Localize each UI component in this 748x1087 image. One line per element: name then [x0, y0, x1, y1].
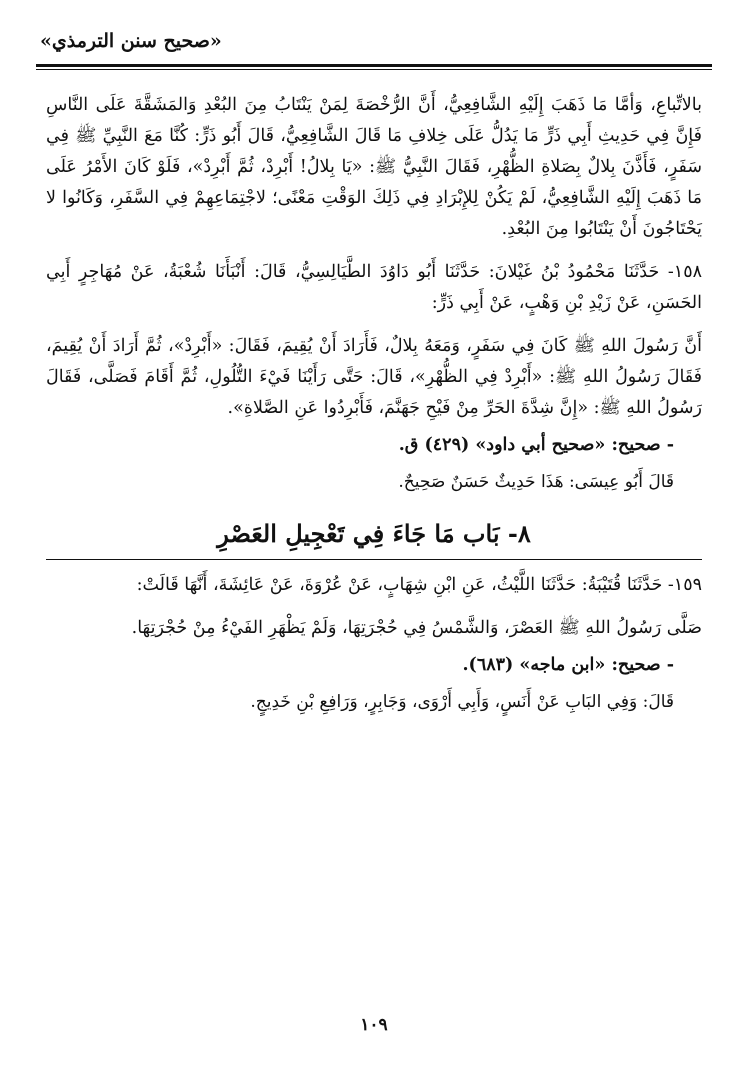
- header-rule-thin: [36, 69, 712, 70]
- hadith-158-isnad: ١٥٨- حَدَّثَنَا مَحْمُودُ بْنُ غَيْلانَ: حَدَّثَنَا أَبُو دَاوُدَ الطَّيَالِسِيُّ، قَالَ: أَنْبَأَنَا شُعْبَةُ، عَنْ مُهَاجِرٍ أَبِي الحَسَنِ، عَنْ زَيْدِ بْنِ وَهْبٍ، عَنْ أَبِي ذَرٍّ:: [46, 262, 702, 313]
- hadith-158-text: أَنَّ رَسُولَ اللهِ ﷺ كَانَ فِي سَفَرٍ، وَمَعَهُ بِلالٌ، فَأَرَادَ أَنْ يُقِيمَ، فَقَالَ: «أَبْرِدْ»، ثُمَّ أَرَادَ أَنْ يُقِيمَ، فَقَالَ رَسُولُ اللهِ ﷺ: «أَبْرِدْ فِي الظُّهْرِ»، قَالَ: حَتَّى رَأَيْنَا فَيْءَ التُّلُولِ، ثُمَّ أَقَامَ فَصَلَّى، فَقَالَ رَسُولُ اللهِ ﷺ: «إِنَّ شِدَّةَ الحَرِّ مِنْ فَيْحِ جَهَنَّمَ، فَأَبْرِدُوا عَنِ الصَّلاةِ».: [46, 336, 702, 418]
- hadith-159-text: صَلَّى رَسُولُ اللهِ ﷺ العَصْرَ، وَالشَّمْسُ فِي حُجْرَتِهَا، وَلَمْ يَظْهَرِ الفَيْءُ مِنْ حُجْرَتِهَا.: [131, 618, 702, 638]
- hadith-159-isnad: ١٥٩- حَدَّثَنَا قُتَيْبَةُ: حَدَّثَنَا اللَّيْثُ، عَنِ ابْنِ شِهَابٍ، عَنْ عُرْوَةَ، عَنْ عَائِشَةَ، أَنَّهَا قَالَتْ:: [136, 575, 702, 595]
- chapter-rule: [46, 559, 702, 560]
- hadith-158-note: قَالَ أَبُو عِيسَى: هَذَا حَدِيثٌ حَسَنٌ صَحِيحٌ.: [398, 472, 674, 492]
- hadith-159-ruling: - صحيح: «ابن ماجه» (٦٨٣).: [462, 655, 674, 675]
- running-header-title: «صحيح سنن الترمذي»: [40, 30, 222, 52]
- page-number: ١٠٩: [360, 1015, 388, 1035]
- chapter-heading: ٨- بَاب مَا جَاءَ فِي تَعْجِيلِ العَصْرِ: [217, 519, 531, 548]
- header-rule-thick: [36, 64, 712, 67]
- page-content: [46, 90, 702, 724]
- hadith-158-ruling: - صحيح: «صحيح أبي داود» (٤٢٩) ق.: [398, 435, 674, 455]
- hadith-159-note: قَالَ: وَفِي البَابِ عَنْ أَنَسٍ، وَأَبِي أَرْوَى، وَجَابِرٍ، وَرَافِعِ بْنِ خَدِيجٍ.: [250, 692, 674, 712]
- commentary-paragraph: بالاتِّباعِ، وَأمَّا مَا ذَهَبَ إِلَيْهِ الشَّافِعِيُّ، أَنَّ الرُّخْصَةَ لِمَنْ يَنْتَابُ مِنَ البُعْدِ وَالمَشَقَّةَ عَلَى النَّاسِ فَإِنَّ فِي حَدِيثِ أَبِي ذَرٍّ مَا يَدُلُّ عَلَى خِلافِ مَا قَالَ الشَّافِعِيُّ، قَالَ أَبُو ذَرٍّ: كُنَّا مَعَ النَّبِيِّ ﷺ فِي سَفَرٍ، فَأَذَّنَ بِلالٌ بِصَلاةِ الظُّهْرِ، فَقَالَ النَّبِيُّ ﷺ: «يَا بِلالُ! أَبْرِدْ، ثُمَّ أَبْرِدْ»، فَلَوْ كَانَ الأَمْرُ عَلَى مَا ذَهَبَ إِلَيْهِ الشَّافِعِيُّ، لَمْ يَكُنْ لِلإِبْرَادِ فِي ذَلِكَ الوَقْتِ مَعْنًى؛ لاجْتِمَاعِهِمْ فِي السَّفَرِ، وَكَانُوا لا يَحْتَاجُونَ أَنْ يَنْتَابُوا مِنَ البُعْدِ.: [46, 95, 702, 239]
